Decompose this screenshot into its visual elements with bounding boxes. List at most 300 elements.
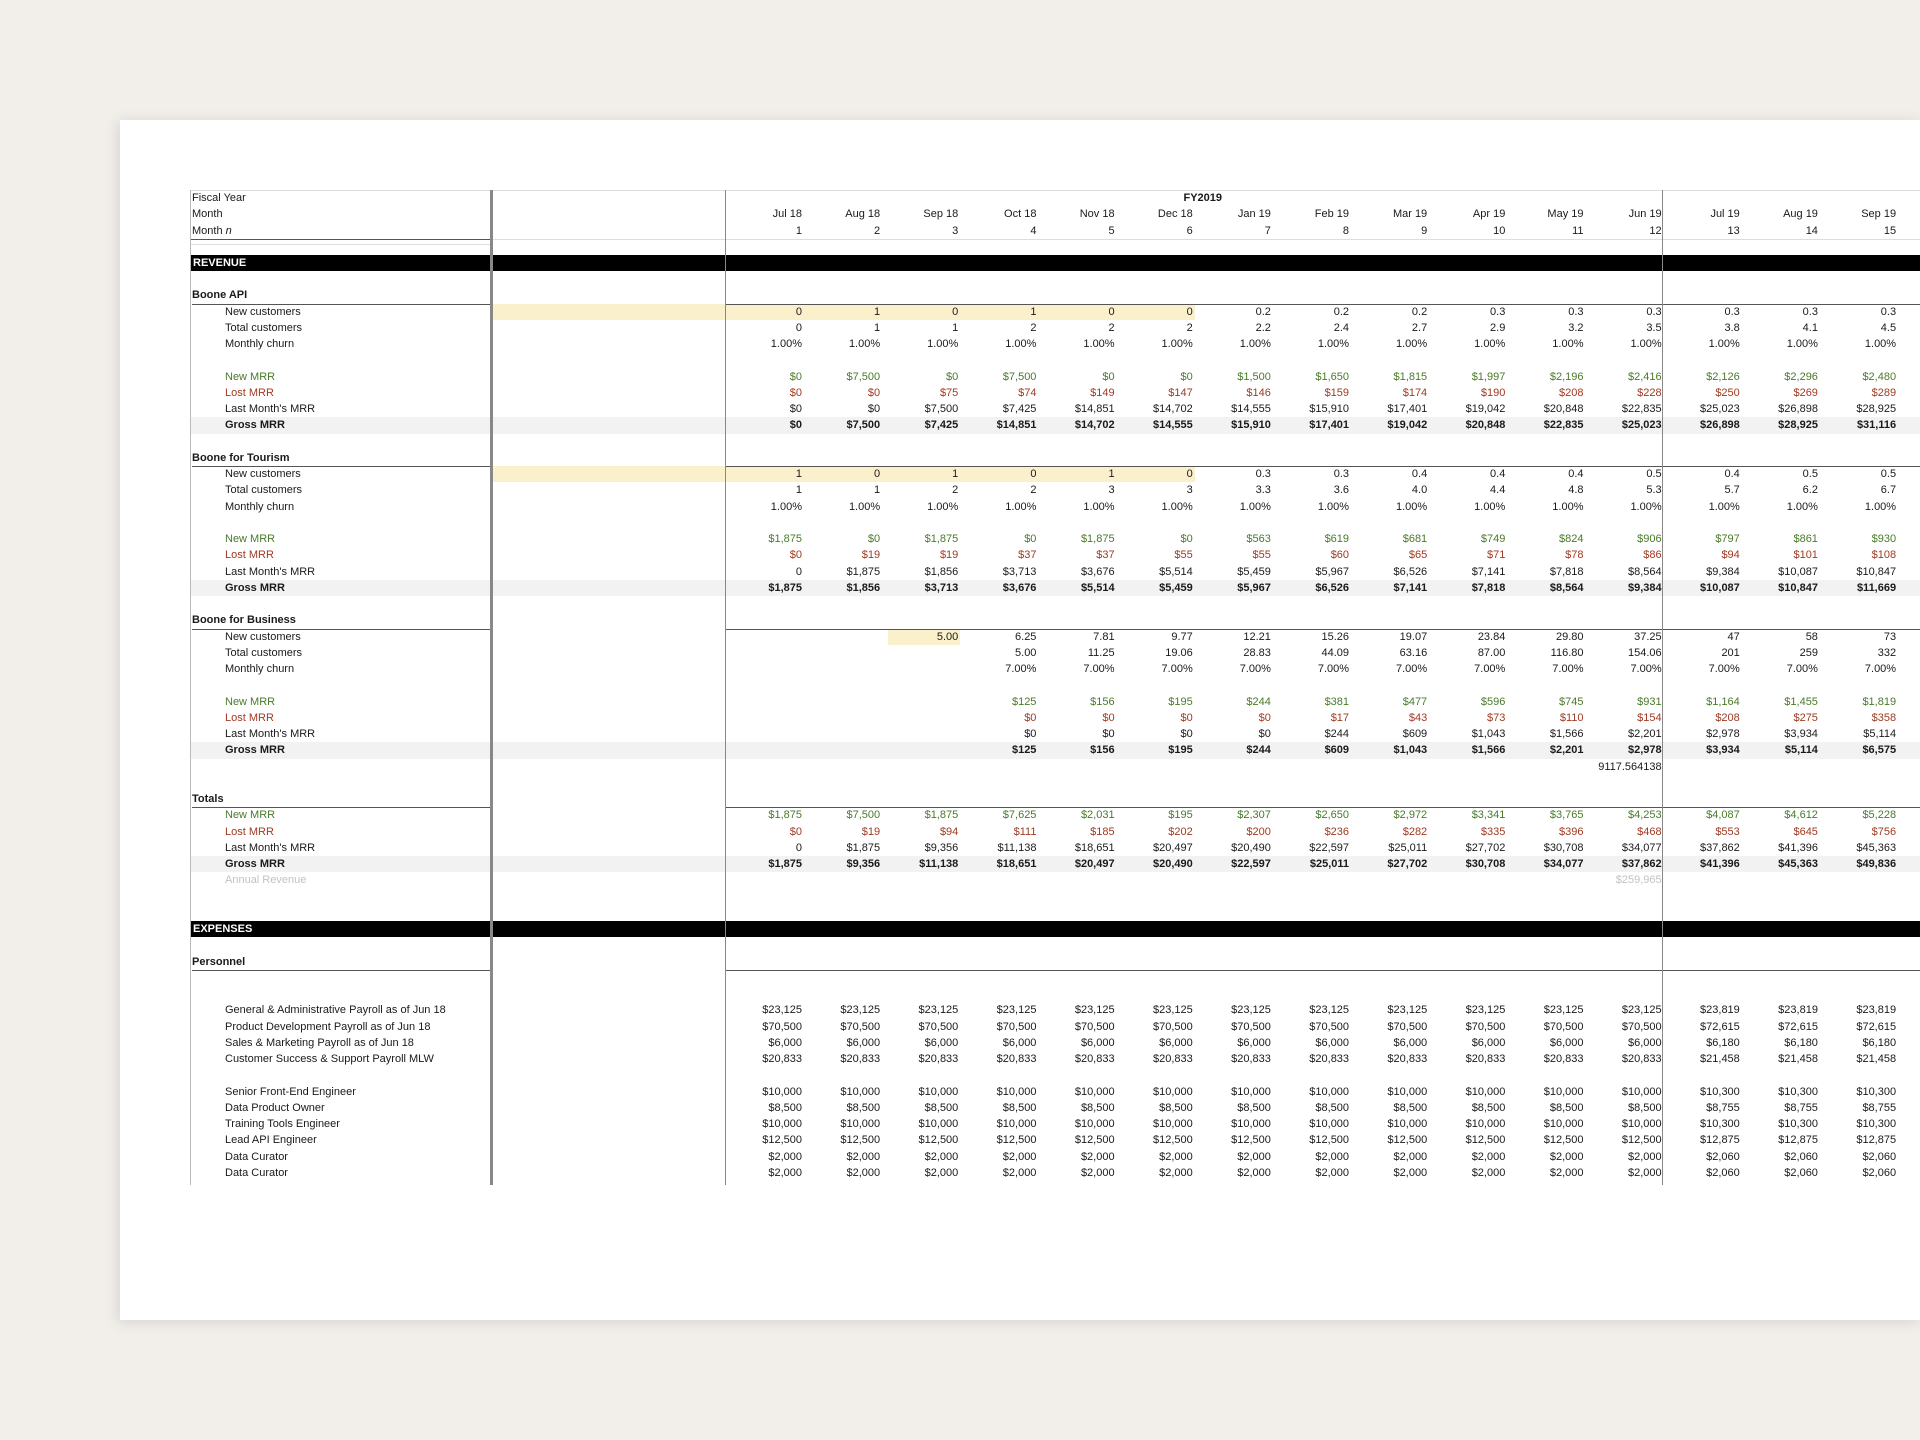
value-cell[interactable]: 0.4 xyxy=(1411,468,1428,480)
value-cell[interactable]: 7.00% xyxy=(1005,663,1037,675)
value-cell[interactable]: 5.3 xyxy=(1646,484,1662,497)
value-cell[interactable]: $0 xyxy=(1102,728,1115,740)
value-cell[interactable]: $23,125 xyxy=(1621,1004,1662,1017)
value-cell[interactable]: $5,967 xyxy=(1315,565,1350,578)
value-cell[interactable]: $7,818 xyxy=(1549,565,1584,578)
value-cell[interactable]: 3.8 xyxy=(1724,321,1740,334)
value-cell[interactable]: $14,851 xyxy=(1074,403,1115,415)
value-cell[interactable]: $10,000 xyxy=(1465,1118,1506,1130)
value-cell[interactable]: $11,669 xyxy=(1856,581,1897,594)
value-cell[interactable]: $250 xyxy=(1715,386,1740,399)
month-index-cell[interactable]: 1 xyxy=(795,224,802,237)
value-cell[interactable]: $10,000 xyxy=(1387,1118,1428,1130)
value-cell[interactable]: 7.00% xyxy=(1161,663,1193,675)
value-cell[interactable]: $2,000 xyxy=(768,1166,802,1179)
value-cell[interactable]: 2 xyxy=(1030,484,1037,497)
value-cell[interactable]: 1.00% xyxy=(927,338,959,350)
value-cell[interactable]: $8,500 xyxy=(1237,1101,1271,1114)
value-cell[interactable]: $17 xyxy=(1330,711,1350,724)
month-header-cell[interactable]: Jun 19 xyxy=(1628,208,1662,221)
value-cell[interactable]: 19.07 xyxy=(1399,630,1428,643)
value-cell[interactable]: $5,114 xyxy=(1784,744,1818,757)
value-cell[interactable]: $41,396 xyxy=(1778,841,1818,854)
value-cell[interactable]: 0.3 xyxy=(1646,305,1662,318)
value-cell[interactable]: $34,077 xyxy=(1543,858,1584,870)
value-cell[interactable]: $20,848 xyxy=(1465,419,1506,432)
value-cell[interactable]: $1,856 xyxy=(924,565,959,578)
value-cell[interactable]: 1.00% xyxy=(1161,338,1193,350)
month-header-cell[interactable]: May 19 xyxy=(1547,208,1584,221)
value-cell[interactable]: $6,526 xyxy=(1315,581,1350,594)
value-cell[interactable]: 6.7 xyxy=(1880,484,1897,497)
value-cell[interactable]: 1.00% xyxy=(1395,500,1428,513)
value-cell[interactable]: $7,500 xyxy=(1002,370,1037,383)
value-cell[interactable]: $6,000 xyxy=(846,1036,881,1049)
value-cell[interactable]: $10,087 xyxy=(1700,581,1740,594)
value-cell[interactable]: 0.3 xyxy=(1490,305,1506,318)
value-cell[interactable]: $10,300 xyxy=(1700,1118,1740,1130)
value-cell[interactable]: $14,702 xyxy=(1152,403,1193,415)
value-cell[interactable]: $2,060 xyxy=(1862,1166,1897,1179)
value-cell[interactable]: $5,514 xyxy=(1080,581,1115,594)
value-cell[interactable]: $70,500 xyxy=(1152,1020,1193,1033)
value-cell[interactable]: $25,011 xyxy=(1309,858,1350,870)
value-cell[interactable]: $0 xyxy=(867,403,881,415)
value-cell[interactable]: $110 xyxy=(1559,711,1584,724)
value-cell[interactable]: $37 xyxy=(1096,549,1115,562)
value-cell[interactable]: $20,497 xyxy=(1152,841,1193,854)
value-cell[interactable]: $20,833 xyxy=(1231,1053,1271,1065)
value-cell[interactable]: $10,000 xyxy=(1231,1085,1271,1098)
value-cell[interactable]: $0 xyxy=(1180,370,1193,383)
value-cell[interactable]: $2,000 xyxy=(1393,1150,1428,1163)
value-cell[interactable]: 0 xyxy=(874,468,881,480)
value-cell[interactable]: 259 xyxy=(1799,646,1818,659)
value-cell[interactable]: $10,000 xyxy=(1231,1118,1271,1130)
value-cell[interactable]: $60 xyxy=(1330,549,1350,562)
value-cell[interactable]: $1,500 xyxy=(1237,370,1271,383)
value-cell[interactable]: 63.16 xyxy=(1399,646,1428,659)
value-cell[interactable]: 4.5 xyxy=(1880,321,1897,334)
value-cell[interactable]: $20,833 xyxy=(840,1053,881,1065)
value-cell[interactable]: $2,000 xyxy=(1080,1166,1115,1179)
value-cell[interactable]: 1.00% xyxy=(1317,500,1350,513)
value-cell[interactable]: $2,031 xyxy=(1080,809,1115,822)
value-cell[interactable]: $25,011 xyxy=(1388,841,1428,854)
value-cell[interactable]: $0 xyxy=(867,386,881,399)
value-cell[interactable]: 1.00% xyxy=(848,500,881,513)
value-cell[interactable]: 1.00% xyxy=(1005,500,1037,513)
value-cell[interactable]: $3,934 xyxy=(1784,728,1818,740)
value-cell[interactable]: $156 xyxy=(1090,695,1115,708)
value-cell[interactable]: $8,755 xyxy=(1862,1101,1897,1114)
value-cell[interactable]: $125 xyxy=(1011,744,1037,757)
value-cell[interactable]: 7.00% xyxy=(1708,663,1740,675)
month-header-cell[interactable]: Feb 19 xyxy=(1314,208,1350,221)
value-cell[interactable]: $20,497 xyxy=(1074,858,1115,870)
value-cell[interactable]: $5,114 xyxy=(1863,728,1897,740)
value-cell[interactable]: 1 xyxy=(795,468,802,480)
value-cell[interactable]: 1.00% xyxy=(1083,338,1115,350)
value-cell[interactable]: 1.00% xyxy=(1786,338,1818,350)
value-cell[interactable]: 1.00% xyxy=(1708,500,1740,513)
value-cell[interactable]: $0 xyxy=(789,386,802,399)
value-cell[interactable]: 154.06 xyxy=(1627,646,1662,659)
value-cell[interactable]: $259,965 xyxy=(1615,874,1662,887)
value-cell[interactable]: $7,425 xyxy=(1002,403,1037,415)
value-cell[interactable]: 0.2 xyxy=(1333,305,1350,318)
value-cell[interactable]: $10,000 xyxy=(1387,1085,1428,1098)
value-cell[interactable]: $20,833 xyxy=(762,1053,802,1065)
month-header-cell[interactable]: Jan 19 xyxy=(1237,208,1271,221)
value-cell[interactable]: $1,650 xyxy=(1315,370,1350,383)
value-cell[interactable]: $756 xyxy=(1871,825,1897,838)
value-cell[interactable]: $15,910 xyxy=(1231,419,1271,432)
value-cell[interactable]: 0.4 xyxy=(1490,468,1506,480)
month-header-cell[interactable]: Mar 19 xyxy=(1392,208,1428,221)
value-cell[interactable]: $4,612 xyxy=(1784,809,1818,822)
value-cell[interactable]: $2,000 xyxy=(1159,1166,1193,1179)
value-cell[interactable]: $111 xyxy=(1013,825,1037,838)
value-cell[interactable]: $2,000 xyxy=(1237,1166,1271,1179)
value-cell[interactable]: $2,972 xyxy=(1393,809,1428,822)
value-cell[interactable]: $22,835 xyxy=(1543,419,1584,432)
value-cell[interactable]: $0 xyxy=(789,419,802,432)
value-cell[interactable]: $8,500 xyxy=(924,1101,959,1114)
value-cell[interactable]: $20,833 xyxy=(1074,1053,1115,1065)
value-cell[interactable]: 1.00% xyxy=(1864,338,1897,350)
value-cell[interactable]: $146 xyxy=(1246,386,1271,399)
value-cell[interactable]: $2,000 xyxy=(1315,1150,1350,1163)
value-cell[interactable]: $1,875 xyxy=(768,581,802,594)
value-cell[interactable]: $2,060 xyxy=(1862,1150,1897,1163)
value-cell[interactable]: $2,650 xyxy=(1315,809,1350,822)
value-cell[interactable]: $0 xyxy=(1102,370,1115,383)
value-cell[interactable]: 1.00% xyxy=(1864,500,1897,513)
value-cell[interactable]: 28.83 xyxy=(1243,646,1271,659)
value-cell[interactable]: 6.2 xyxy=(1802,484,1818,497)
value-cell[interactable]: $149 xyxy=(1090,386,1115,399)
value-cell[interactable]: $10,000 xyxy=(1074,1118,1115,1130)
value-cell[interactable]: $14,555 xyxy=(1152,419,1193,432)
value-cell[interactable]: $2,000 xyxy=(1315,1166,1350,1179)
value-cell[interactable]: 1.00% xyxy=(770,338,802,350)
value-cell[interactable]: 5.00 xyxy=(1015,646,1037,659)
value-cell[interactable]: 7.00% xyxy=(1786,663,1818,675)
value-cell[interactable]: $1,875 xyxy=(768,809,802,822)
value-cell[interactable]: $609 xyxy=(1402,728,1428,740)
value-cell[interactable]: $12,500 xyxy=(1465,1134,1506,1147)
value-cell[interactable]: $0 xyxy=(1180,728,1193,740)
month-index-cell[interactable]: 11 xyxy=(1572,224,1584,237)
value-cell[interactable]: $553 xyxy=(1715,825,1740,838)
value-cell[interactable]: 0 xyxy=(795,305,802,318)
value-cell[interactable]: $18,651 xyxy=(996,858,1037,870)
value-cell[interactable]: $228 xyxy=(1637,386,1662,399)
value-cell[interactable]: 1 xyxy=(1030,305,1037,318)
value-cell[interactable]: $43 xyxy=(1408,711,1428,724)
value-cell[interactable]: 5.00 xyxy=(936,630,959,643)
value-cell[interactable]: $27,702 xyxy=(1387,858,1428,870)
value-cell[interactable]: $2,000 xyxy=(1471,1166,1506,1179)
value-cell[interactable]: $5,967 xyxy=(1237,581,1271,594)
value-cell[interactable]: $477 xyxy=(1402,695,1428,708)
month-index-cell[interactable]: 13 xyxy=(1727,224,1740,237)
value-cell[interactable]: $28,925 xyxy=(1778,419,1818,432)
value-cell[interactable]: $21,458 xyxy=(1778,1053,1818,1065)
value-cell[interactable]: $23,125 xyxy=(996,1004,1037,1017)
value-cell[interactable]: $20,848 xyxy=(1543,403,1584,415)
value-cell[interactable]: 2 xyxy=(952,484,959,497)
value-cell[interactable]: 0.3 xyxy=(1255,468,1271,480)
value-cell[interactable]: 1.00% xyxy=(1317,338,1350,350)
value-cell[interactable]: $2,978 xyxy=(1706,728,1740,740)
value-cell[interactable]: $185 xyxy=(1090,825,1115,838)
value-cell[interactable]: 332 xyxy=(1877,646,1897,659)
value-cell[interactable]: $23,125 xyxy=(1231,1004,1271,1017)
value-cell[interactable]: $21,458 xyxy=(1700,1053,1740,1065)
value-cell[interactable]: 0 xyxy=(1030,468,1037,480)
value-cell[interactable]: 1.00% xyxy=(1239,500,1271,513)
value-cell[interactable]: $20,833 xyxy=(918,1053,959,1065)
value-cell[interactable]: $0 xyxy=(1258,711,1271,724)
value-cell[interactable]: $275 xyxy=(1793,711,1818,724)
value-cell[interactable]: $19 xyxy=(861,825,881,838)
value-cell[interactable]: $20,833 xyxy=(1621,1053,1662,1065)
value-cell[interactable]: $78 xyxy=(1565,549,1584,562)
value-cell[interactable]: 2 xyxy=(1186,321,1193,334)
value-cell[interactable]: $28,925 xyxy=(1856,403,1897,415)
value-cell[interactable]: $12,500 xyxy=(1074,1134,1115,1147)
value-cell[interactable]: 7.00% xyxy=(1474,663,1506,675)
value-cell[interactable]: $3,676 xyxy=(1002,581,1037,594)
value-cell[interactable]: $37 xyxy=(1018,549,1037,562)
value-cell[interactable]: 0.3 xyxy=(1880,305,1897,318)
value-cell[interactable]: $22,597 xyxy=(1231,858,1271,870)
value-cell[interactable]: $23,125 xyxy=(762,1004,802,1017)
value-cell[interactable]: $10,000 xyxy=(1465,1085,1506,1098)
value-cell[interactable]: $3,934 xyxy=(1706,744,1740,757)
month-header-cell[interactable]: Dec 18 xyxy=(1157,208,1193,221)
value-cell[interactable]: $8,755 xyxy=(1784,1101,1818,1114)
value-cell[interactable]: $0 xyxy=(1024,728,1037,740)
month-index-cell[interactable]: 3 xyxy=(952,224,959,237)
value-cell[interactable]: $10,000 xyxy=(1309,1118,1350,1130)
value-cell[interactable]: 9.77 xyxy=(1171,630,1193,643)
value-cell[interactable]: 4.1 xyxy=(1802,321,1818,334)
value-cell[interactable]: 1.00% xyxy=(1552,338,1584,350)
value-cell[interactable]: $7,500 xyxy=(846,809,881,822)
value-cell[interactable]: $609 xyxy=(1324,744,1350,757)
value-cell[interactable]: $10,000 xyxy=(1074,1085,1115,1098)
value-cell[interactable]: 0 xyxy=(1186,468,1193,480)
value-cell[interactable]: 4.8 xyxy=(1568,484,1584,497)
value-cell[interactable]: $0 xyxy=(789,403,802,415)
value-cell[interactable]: $10,000 xyxy=(762,1085,802,1098)
value-cell[interactable]: $5,459 xyxy=(1159,581,1193,594)
value-cell[interactable]: $23,125 xyxy=(1074,1004,1115,1017)
value-cell[interactable]: $7,141 xyxy=(1393,581,1428,594)
value-cell[interactable]: 1.00% xyxy=(1708,338,1740,350)
value-cell[interactable]: $681 xyxy=(1402,533,1428,545)
value-cell[interactable]: $12,500 xyxy=(840,1134,881,1147)
value-cell[interactable]: $27,702 xyxy=(1465,841,1506,854)
value-cell[interactable]: $72,615 xyxy=(1700,1020,1740,1033)
value-cell[interactable]: 3 xyxy=(1186,484,1193,497)
value-cell[interactable]: $2,978 xyxy=(1627,744,1662,757)
value-cell[interactable]: $358 xyxy=(1871,711,1897,724)
value-cell[interactable]: $0 xyxy=(1180,533,1193,545)
value-cell[interactable]: $381 xyxy=(1324,695,1350,708)
value-cell[interactable]: $41,396 xyxy=(1700,858,1740,870)
value-cell[interactable]: $22,835 xyxy=(1621,403,1662,415)
value-cell[interactable]: 9117.564138 xyxy=(1598,760,1662,773)
value-cell[interactable]: $2,060 xyxy=(1784,1166,1818,1179)
value-cell[interactable]: $244 xyxy=(1246,695,1271,708)
month-index-cell[interactable]: 12 xyxy=(1649,224,1662,237)
value-cell[interactable]: $70,500 xyxy=(1465,1020,1506,1033)
value-cell[interactable]: 1 xyxy=(795,484,802,497)
value-cell[interactable]: $70,500 xyxy=(1074,1020,1115,1033)
month-header-cell[interactable]: Jul 19 xyxy=(1710,208,1740,221)
value-cell[interactable]: $6,180 xyxy=(1862,1036,1897,1049)
value-cell[interactable]: 2.9 xyxy=(1490,321,1506,334)
value-cell[interactable]: $20,833 xyxy=(1543,1053,1584,1065)
value-cell[interactable]: 87.00 xyxy=(1477,646,1506,659)
value-cell[interactable]: $5,459 xyxy=(1237,565,1271,578)
value-cell[interactable]: $0 xyxy=(1024,533,1037,545)
value-cell[interactable]: $70,500 xyxy=(1231,1020,1271,1033)
value-cell[interactable]: $2,000 xyxy=(1627,1150,1662,1163)
value-cell[interactable]: $20,833 xyxy=(1465,1053,1506,1065)
value-cell[interactable]: 73 xyxy=(1883,630,1897,643)
value-cell[interactable]: $10,087 xyxy=(1778,565,1818,578)
value-cell[interactable]: $906 xyxy=(1637,533,1662,545)
value-cell[interactable]: $563 xyxy=(1246,533,1271,545)
value-cell[interactable]: $1,875 xyxy=(846,565,881,578)
value-cell[interactable]: $930 xyxy=(1871,533,1897,545)
value-cell[interactable]: $8,500 xyxy=(1393,1101,1428,1114)
value-cell[interactable]: $55 xyxy=(1174,549,1193,562)
value-cell[interactable]: $1,819 xyxy=(1862,695,1897,708)
value-cell[interactable]: $14,702 xyxy=(1074,419,1115,432)
value-cell[interactable]: $10,300 xyxy=(1856,1118,1897,1130)
value-cell[interactable]: 0 xyxy=(1108,305,1115,318)
value-cell[interactable]: 23.84 xyxy=(1477,630,1506,643)
value-cell[interactable]: $15,910 xyxy=(1309,403,1350,415)
value-cell[interactable]: $0 xyxy=(1102,711,1115,724)
value-cell[interactable]: 0.2 xyxy=(1255,305,1271,318)
value-cell[interactable]: 6.25 xyxy=(1015,630,1037,643)
value-cell[interactable]: 0 xyxy=(795,321,802,334)
value-cell[interactable]: $2,000 xyxy=(1002,1166,1037,1179)
value-cell[interactable]: 11.25 xyxy=(1087,646,1115,659)
value-cell[interactable]: $1,043 xyxy=(1471,728,1506,740)
value-cell[interactable]: 2.4 xyxy=(1333,321,1350,334)
value-cell[interactable]: 201 xyxy=(1721,646,1740,659)
value-cell[interactable]: $25,023 xyxy=(1621,419,1662,432)
value-cell[interactable]: $6,000 xyxy=(1471,1036,1506,1049)
value-cell[interactable]: $125 xyxy=(1011,695,1037,708)
value-cell[interactable]: 37.25 xyxy=(1634,630,1662,643)
value-cell[interactable]: 116.80 xyxy=(1550,646,1584,659)
value-cell[interactable]: $10,300 xyxy=(1778,1085,1818,1098)
value-cell[interactable]: $12,500 xyxy=(918,1134,959,1147)
value-cell[interactable]: $2,416 xyxy=(1627,370,1662,383)
value-cell[interactable]: 2.7 xyxy=(1411,321,1428,334)
value-cell[interactable]: $2,000 xyxy=(1080,1150,1115,1163)
value-cell[interactable]: $619 xyxy=(1324,533,1350,545)
value-cell[interactable]: $20,833 xyxy=(1387,1053,1428,1065)
month-header-cell[interactable]: Sep 19 xyxy=(1861,208,1897,221)
value-cell[interactable]: $6,000 xyxy=(1237,1036,1271,1049)
value-cell[interactable]: $824 xyxy=(1559,533,1584,545)
value-cell[interactable]: $2,307 xyxy=(1237,809,1271,822)
value-cell[interactable]: $12,500 xyxy=(996,1134,1037,1147)
value-cell[interactable]: $154 xyxy=(1637,711,1662,724)
value-cell[interactable]: 7.81 xyxy=(1093,630,1115,643)
value-cell[interactable]: $70,500 xyxy=(1621,1020,1662,1033)
month-index-cell[interactable]: 2 xyxy=(874,224,881,237)
value-cell[interactable]: 2.2 xyxy=(1255,321,1271,334)
value-cell[interactable]: 7.00% xyxy=(1552,663,1584,675)
month-index-cell[interactable]: 14 xyxy=(1805,224,1818,237)
value-cell[interactable]: $3,713 xyxy=(1002,565,1037,578)
value-cell[interactable]: $10,000 xyxy=(918,1085,959,1098)
value-cell[interactable]: $0 xyxy=(1180,711,1193,724)
value-cell[interactable]: 1.00% xyxy=(770,500,802,513)
value-cell[interactable]: $0 xyxy=(867,533,881,545)
value-cell[interactable]: 0.4 xyxy=(1568,468,1584,480)
value-cell[interactable]: 1.00% xyxy=(1083,500,1115,513)
value-cell[interactable]: $0 xyxy=(789,370,802,383)
month-index-cell[interactable]: 4 xyxy=(1030,224,1037,237)
value-cell[interactable]: $289 xyxy=(1871,386,1897,399)
month-header-cell[interactable]: Jul 18 xyxy=(772,208,802,221)
value-cell[interactable]: 1.00% xyxy=(1474,338,1506,350)
value-cell[interactable]: $2,000 xyxy=(1471,1150,1506,1163)
value-cell[interactable]: $190 xyxy=(1480,386,1506,399)
value-cell[interactable]: $10,000 xyxy=(996,1085,1037,1098)
value-cell[interactable]: $8,500 xyxy=(1002,1101,1037,1114)
value-cell[interactable]: $195 xyxy=(1168,809,1193,822)
value-cell[interactable]: $2,000 xyxy=(1237,1150,1271,1163)
value-cell[interactable]: $9,384 xyxy=(1627,581,1662,594)
value-cell[interactable]: $94 xyxy=(939,825,959,838)
value-cell[interactable]: $10,000 xyxy=(996,1118,1037,1130)
value-cell[interactable]: 0 xyxy=(952,305,959,318)
value-cell[interactable]: $1,856 xyxy=(846,581,881,594)
value-cell[interactable]: $70,500 xyxy=(918,1020,959,1033)
month-index-cell[interactable]: 15 xyxy=(1883,224,1897,237)
value-cell[interactable]: $236 xyxy=(1324,825,1350,838)
value-cell[interactable]: $10,000 xyxy=(1152,1085,1193,1098)
value-cell[interactable]: $6,000 xyxy=(768,1036,802,1049)
value-cell[interactable]: 0.3 xyxy=(1333,468,1350,480)
value-cell[interactable]: 7.00% xyxy=(1395,663,1428,675)
value-cell[interactable]: $396 xyxy=(1559,825,1584,838)
value-cell[interactable]: $2,196 xyxy=(1549,370,1584,383)
value-cell[interactable]: $23,125 xyxy=(1152,1004,1193,1017)
value-cell[interactable]: $10,000 xyxy=(1621,1118,1662,1130)
value-cell[interactable]: $20,833 xyxy=(1152,1053,1193,1065)
value-cell[interactable]: $10,000 xyxy=(1152,1118,1193,1130)
value-cell[interactable]: $23,819 xyxy=(1856,1004,1897,1017)
value-cell[interactable]: $71 xyxy=(1486,549,1506,562)
value-cell[interactable]: 1 xyxy=(874,305,881,318)
value-cell[interactable]: 7.00% xyxy=(1317,663,1350,675)
value-cell[interactable]: $12,875 xyxy=(1856,1134,1897,1147)
